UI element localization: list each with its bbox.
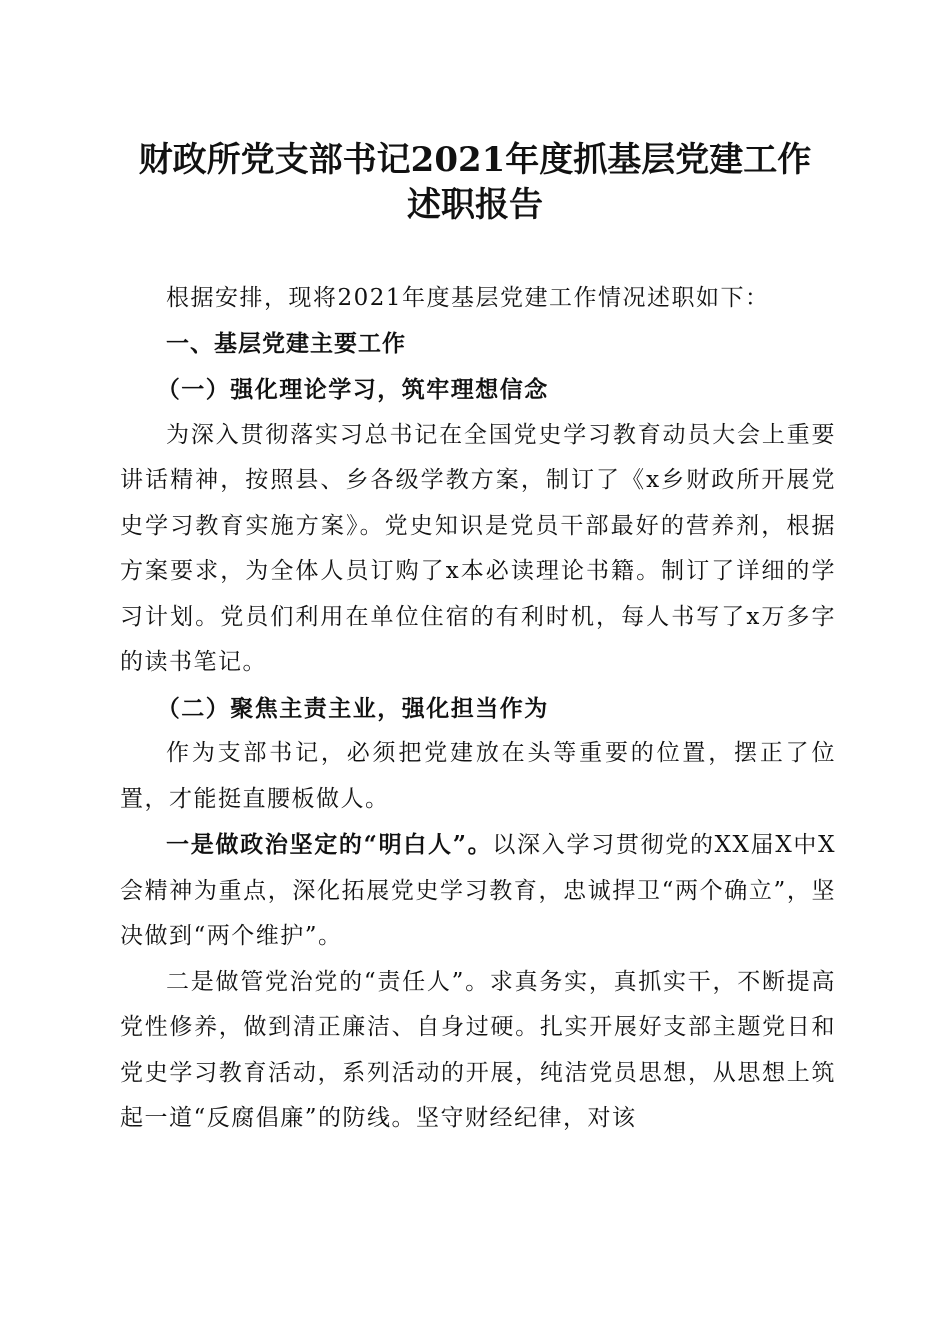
- intro-paragraph: 根据安排，现将2021年度基层党建工作情况述职如下：: [166, 285, 770, 311]
- point-1-lead: 一是做政治坚定的“明白人”。: [166, 831, 493, 858]
- point-1-text: 以深入学习贯彻党的XX届X中X会精神为重点，深化拓展党史学习教育，忠诚捍卫“两个确立”，坚决做到“两个维护”。: [120, 832, 836, 949]
- point-2-paragraph: [120, 960, 836, 1142]
- point-1-paragraph: [120, 822, 836, 960]
- point-2-lead: 二是做管党治党的“责任人”。: [166, 968, 490, 995]
- document-title-line-2: 述职报告: [407, 185, 543, 225]
- subsection-1-paragraph: 为深入贯彻落实习总书记在全国党史学习教育动员大会上重要讲话精神，按照县、乡各级学教方案，制订了《x乡财政所开展党史学习教育实施方案》。党史知识是党员干部最好的营养剂，根据方案要求，为全体人员订购了x本必读理论书籍。制订了详细的学习计划。党员们利用在单位住宿的有利时机，每人书写了x万多字的读书笔记。: [120, 421, 836, 675]
- document-body: [120, 276, 836, 1142]
- subsection-heading-1: （一）强化理论学习，筑牢理想信念: [156, 376, 549, 403]
- subsection-2-paragraph: 作为支部书记，必须把党建放在头等重要的位置，摆正了位置，才能挺直腰板做人。: [120, 740, 836, 812]
- subsection-heading-2: （二）聚焦主责主业，强化担当作为: [156, 694, 549, 722]
- section-heading-1: 一、基层党建主要工作: [166, 330, 406, 357]
- point-2-text: 求真务实，真抓实干，不断提高党性修养，做到清正廉洁、自身过硬。扎实开展好支部主题党日和党史学习教育活动，系列活动的开展，纯洁党员思想，从思想上筑起一道“反腐倡廉”的防线。坚守财经纪律，对该: [120, 968, 836, 1131]
- document-title-line-1: 财政所党支部书记2021年度抓基层党建工作: [138, 140, 812, 180]
